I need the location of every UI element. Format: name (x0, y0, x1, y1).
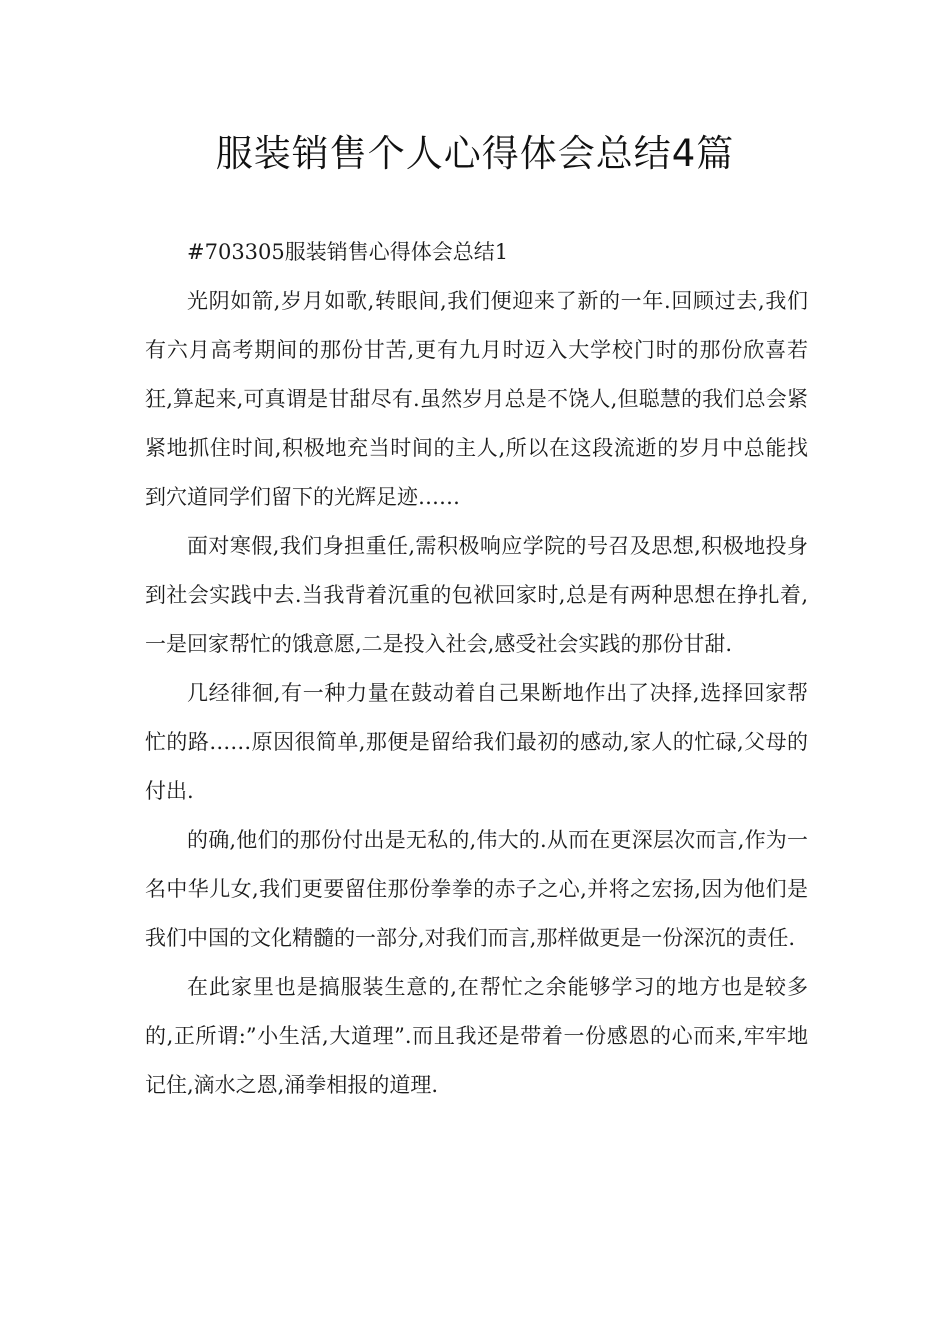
paragraph: 几经徘徊,有一种力量在鼓动着自己果断地作出了决择,选择回家帮忙的路……原因很简单,那便是留给我们最初的感动,家人的忙碌,父母的付出. (145, 681, 808, 803)
document-body (145, 228, 808, 1110)
paragraph: 面对寒假,我们身担重任,需积极响应学院的号召及思想,积极地投身到社会实践中去.当我背着沉重的包袱回家时,总是有两种思想在挣扎着,一是回家帮忙的饿意愿,二是投入社会,感受社会实践的那份甘甜. (145, 534, 808, 656)
paragraph: 的确,他们的那份付出是无私的,伟大的.从而在更深层次而言,作为一名中华儿女,我们更要留住那份拳拳的赤子之心,并将之宏扬,因为他们是我们中国的文化精髓的一部分,对我们而言,那样做更是一份深沉的责任. (145, 828, 808, 950)
paragraph-heading: #703305服装销售心得体会总结1 (187, 240, 509, 264)
paragraph: 在此家里也是搞服装生意的,在帮忙之余能够学习的地方也是较多的,正所谓:”小生活,大道理”.而且我还是带着一份感恩的心而来,牢牢地记住,滴水之恩,涌拳相报的道理. (145, 975, 808, 1097)
paragraph: 光阴如箭,岁月如歌,转眼间,我们便迎来了新的一年.回顾过去,我们有六月高考期间的那份甘苦,更有九月时迈入大学校门时的那份欣喜若狂,算起来,可真谓是甘甜尽有.虽然岁月总是不饶人,但聪慧的我们总会紧紧地抓住时间,积极地充当时间的主人,所以在这段流逝的岁月中总能找到穴道同学们留下的光辉足迹…… (145, 289, 808, 509)
document-title: 服装销售个人心得体会总结4篇 (215, 132, 735, 175)
